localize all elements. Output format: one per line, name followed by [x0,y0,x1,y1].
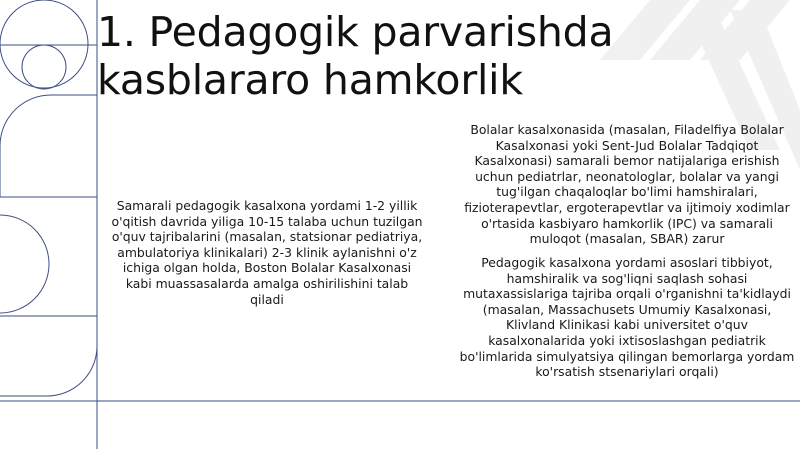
right-text-block-bottom: Pedagogik kasalxona yordami asoslari tibbiyot, hamshiralik va sog'liqni saqlash sohasi mutaxassislariga tajriba orqali o'rganishni ta'kidlaydi (masalan, Massachusets Umumiy Kasalxonasi, Klivland Klinikasi kabi universitet o'quv kasalxonalarida yoki ixtisoslashgan pediatrik bo'limlarida simulyatsiya qilingan bemorlarga yordam ko'rsatish stsenariylari orqali) [459,255,795,380]
inner-circle [22,45,66,89]
left-half-circle [0,215,49,313]
left-text-block: Samarali pedagogik kasalxona yordami 1-2 yillik o'qitish davrida yiliga 10-15 talaba uchun tuzilgan o'quv tajribalarini (masalan, statsionar pediatriya, ambulatoriya klinikalari) 2-3 klinik aylanishni o'z ichiga olgan holda, Boston Bolalar Kasalxonasi kabi muassasalarda amalga oshirilishini talab qiladi [111,198,423,307]
left-rounded-shape [0,316,97,396]
right-text-block-top: Bolalar kasalxonasida (masalan, Filadelfiya Bolalar Kasalxonasi yoki Sent-Jud Bolalar Tadqiqot Kasalxonasi) samarali bemor natijalariga erishish uchun pediatrlar, neonatologlar, bolalar va yangi tug'ilgan chaqaloqlar bo'limi hamshiralari, fizioterapevtlar, ergoterapevtlar va ijtimoiy xodimlar o'rtasida kasbiyaro hamkorlik (IPC) va samarali muloqot (masalan, SBAR) zarur [464,122,790,247]
slide-title: 1. Pedagogik parvarishda kasblararo hamkorlik [97,8,614,104]
left-arc-shape [0,95,97,197]
outer-circle [0,0,88,88]
